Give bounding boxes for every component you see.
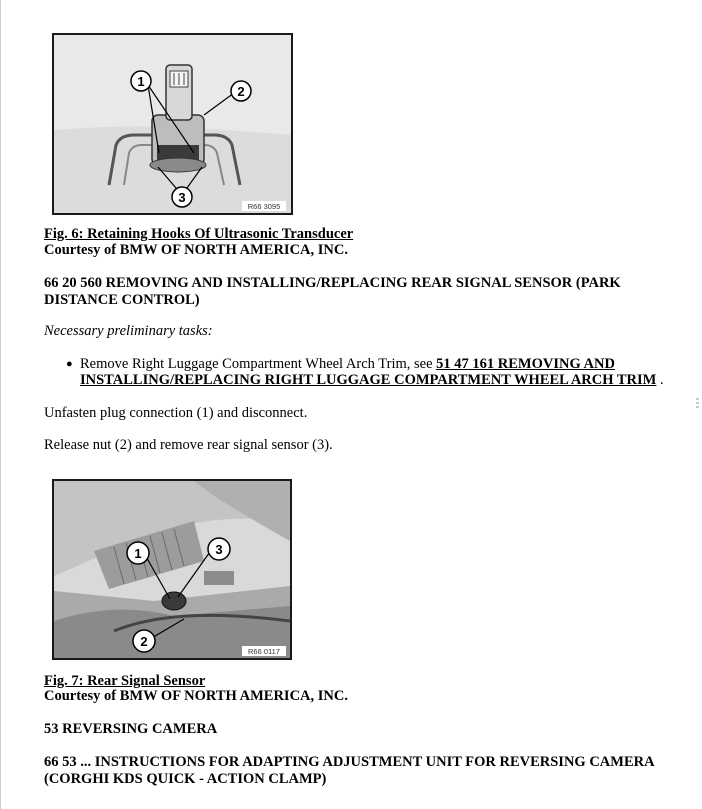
figure2-courtesy: Courtesy of BMW OF NORTH AMERICA, INC. <box>44 688 348 704</box>
scroll-indicator <box>696 398 699 410</box>
svg-text:1: 1 <box>134 546 142 561</box>
figure2-code: R66 0117 <box>248 647 280 656</box>
svg-text:1: 1 <box>137 74 145 89</box>
figure-rear-signal-sensor-image <box>52 479 292 660</box>
svg-text:3: 3 <box>215 542 223 557</box>
callout-2 <box>231 81 251 101</box>
page-left-border <box>0 0 1 809</box>
section-reversing-camera: 53 REVERSING CAMERA <box>44 721 218 737</box>
figure1-caption: Fig. 6: Retaining Hooks Of Ultrasonic Transducer <box>44 226 354 242</box>
step-unfasten-plug: Unfasten plug connection (1) and disconnect. <box>44 405 308 421</box>
svg-text:3: 3 <box>178 190 186 205</box>
section-adjustment-unit-instructions: 66 53 ... INSTRUCTIONS FOR ADAPTING ADJUSTMENT UNIT FOR REVERSING CAMERA (CORGHI KDS QUICK - ACTION CLAMP) <box>44 754 654 787</box>
section-heading: 66 20 560 REMOVING AND INSTALLING/REPLACING REAR SIGNAL SENSOR (PARK DISTANCE CONTROL) <box>44 275 621 308</box>
step-release-nut: Release nut (2) and remove rear signal sensor (3). <box>44 437 333 453</box>
figure1-code: R66 3095 <box>247 202 281 211</box>
bullet-trailing: . <box>656 372 664 388</box>
callout-1 <box>127 542 149 564</box>
bullet-icon: ● <box>66 358 73 370</box>
list-item <box>66 356 666 388</box>
callout-2 <box>133 630 155 652</box>
callout-3 <box>208 538 230 560</box>
figure1-courtesy: Courtesy of BMW OF NORTH AMERICA, INC. <box>44 242 348 258</box>
preliminary-tasks-label: Necessary preliminary tasks: <box>44 323 213 339</box>
bullet-text: Remove Right Luggage Compartment Wheel Arch Trim, see <box>80 356 437 372</box>
callout-3 <box>172 187 192 207</box>
figure2-caption: Fig. 7: Rear Signal Sensor <box>44 673 206 689</box>
svg-text:2: 2 <box>140 634 148 649</box>
callout-1 <box>131 71 151 91</box>
wheel-arch-trim-link[interactable]: 51 47 161 REMOVING AND INSTALLING/REPLACING RIGHT LUGGAGE COMPARTMENT WHEEL ARCH TRIM <box>80 356 657 388</box>
figure-retaining-hooks-image <box>52 33 293 215</box>
svg-text:2: 2 <box>237 84 245 99</box>
